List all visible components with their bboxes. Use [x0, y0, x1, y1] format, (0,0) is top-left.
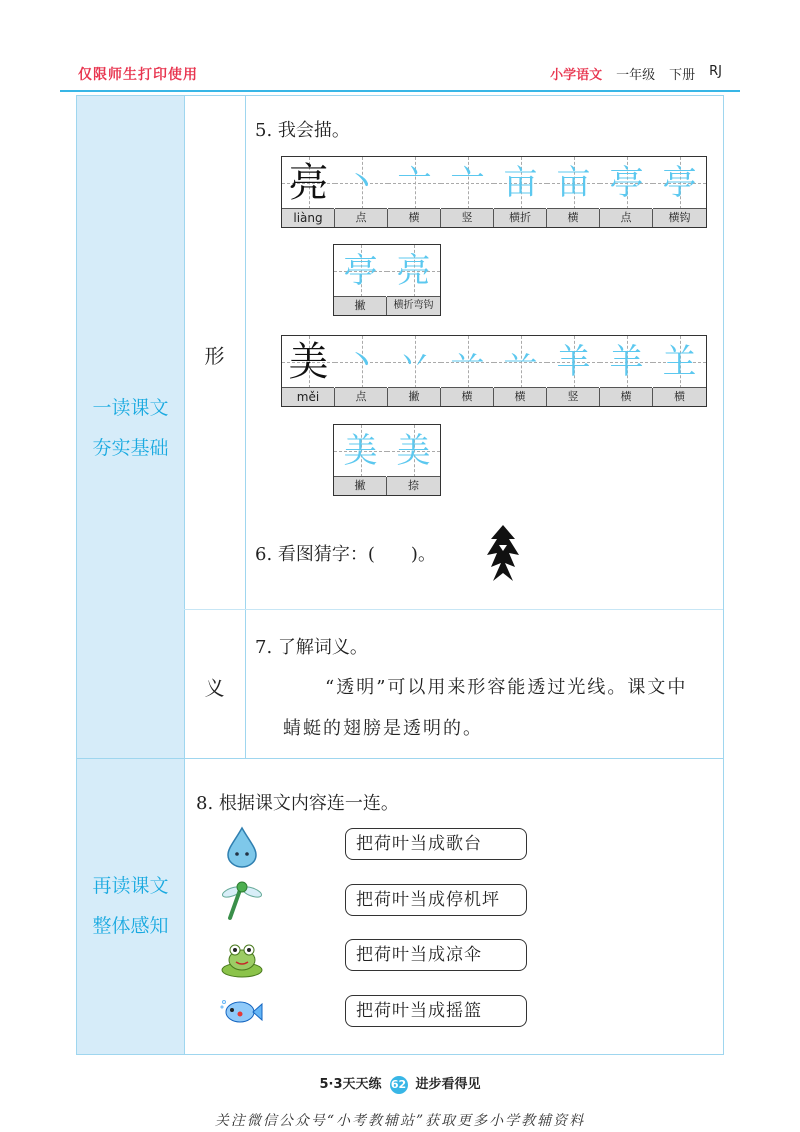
print-notice: 仅限师生打印使用: [78, 67, 198, 83]
header-divider: [60, 90, 740, 92]
stroke-name: 横钩: [653, 208, 706, 227]
form-label: 形: [204, 344, 225, 368]
stroke-name: 撇: [388, 387, 440, 406]
book-info: [550, 64, 722, 83]
question-8-title: 8. 根据课文内容连一连。: [196, 793, 399, 814]
row-divider: [184, 758, 723, 759]
footer-right: 进步看得见: [415, 1077, 481, 1092]
stroke-name: 横: [441, 387, 493, 406]
model-char: 亮: [288, 160, 329, 206]
section-divider: [77, 758, 184, 759]
section-read-1-line2: 夯实基础: [92, 437, 169, 459]
char-cell: [282, 336, 335, 406]
row-divider: [184, 609, 723, 610]
section-column: [77, 96, 185, 1054]
match-option-3[interactable]: 把荷叶当成凉伞: [345, 939, 527, 971]
ancient-character-icon: [483, 523, 523, 583]
meaning-label: 义: [204, 676, 225, 700]
trace-cell[interactable]: 𦍌 横: [653, 336, 706, 406]
trace-cell[interactable]: 亭 横钩: [653, 157, 706, 227]
match-option-1[interactable]: 把荷叶当成歌台: [345, 828, 527, 860]
meaning-text-line2: 蜻蜓的翅膀是透明的。: [283, 718, 483, 739]
subsection-divider: [245, 96, 246, 758]
stroke-name: 横: [547, 208, 599, 227]
page-number: 62: [390, 1076, 408, 1094]
trace-cell[interactable]: 美 捺: [387, 425, 440, 495]
water-drop-icon[interactable]: [220, 824, 264, 868]
trace-cell[interactable]: 丶 点: [335, 336, 388, 406]
question-7-title: 7. 了解词义。: [255, 637, 368, 658]
stroke-grid-liang-row1: [281, 156, 707, 228]
trace-cell[interactable]: 美 撇: [334, 425, 387, 495]
frog-icon[interactable]: [220, 936, 264, 980]
char-cell: [282, 157, 335, 227]
pinyin-label: měi: [282, 387, 334, 406]
subject-label: 小学语文: [550, 68, 603, 83]
trace-cell[interactable]: 亭 撇: [334, 245, 387, 315]
trace-cell[interactable]: 亭 点: [600, 157, 653, 227]
trace-cell[interactable]: 亠 竖: [441, 157, 494, 227]
stroke-name: 捺: [387, 476, 440, 495]
section-read-2-line1: 再读课文: [92, 875, 169, 897]
stroke-name: 横: [653, 387, 706, 406]
stroke-name: 点: [335, 208, 387, 227]
stroke-name: 撇: [334, 476, 386, 495]
stroke-grid-mei-row2: [333, 424, 441, 496]
volume-label: 下册: [669, 68, 696, 83]
promo-note: 关注微信公众号“小考教辅站”获取更多小学教辅资料: [214, 1113, 586, 1129]
page-footer: [0, 1073, 800, 1094]
trace-cell[interactable]: 亩 横: [547, 157, 600, 227]
trace-cell[interactable]: 䒑 横: [494, 336, 547, 406]
fish-icon[interactable]: [220, 990, 264, 1034]
stroke-name: 点: [600, 208, 652, 227]
footer-left: 5·3天天练: [319, 1077, 382, 1092]
stroke-name: 横折: [494, 208, 546, 227]
stroke-name: 横: [388, 208, 440, 227]
stroke-name: 竖: [441, 208, 493, 227]
stroke-name: 撇: [334, 296, 386, 315]
pinyin-label: liàng: [282, 208, 334, 227]
stroke-name: 点: [335, 387, 387, 406]
trace-cell[interactable]: 亠 横: [388, 157, 441, 227]
edition-label: RJ: [709, 64, 722, 79]
question-5-title: 5. 我会描。: [255, 120, 350, 141]
meaning-text-line1: “透明”可以用来形容能透过光线。课文中: [325, 677, 688, 698]
trace-cell[interactable]: 羊 横: [600, 336, 653, 406]
trace-cell[interactable]: 丶 点: [335, 157, 388, 227]
stroke-name: 横: [494, 387, 546, 406]
grade-label: 一年级: [616, 68, 656, 83]
section-read-2-line2: 整体感知: [92, 915, 169, 937]
stroke-name: 横: [600, 387, 652, 406]
dragonfly-icon[interactable]: [220, 878, 264, 922]
question-6-title: 6. 看图猜字：( )。: [255, 544, 436, 565]
stroke-name: 竖: [547, 387, 599, 406]
model-char: 美: [288, 339, 329, 385]
stroke-name: 横折弯钩: [387, 296, 440, 315]
match-option-4[interactable]: 把荷叶当成摇篮: [345, 995, 527, 1027]
stroke-grid-mei-row1: [281, 335, 707, 407]
trace-cell[interactable]: 亩 横折: [494, 157, 547, 227]
trace-cell[interactable]: 䒑 横: [441, 336, 494, 406]
stroke-grid-liang-row2: [333, 244, 441, 316]
match-option-2[interactable]: 把荷叶当成停机坪: [345, 884, 527, 916]
trace-cell[interactable]: 丷 撇: [388, 336, 441, 406]
trace-cell[interactable]: 亮 横折弯钩: [387, 245, 440, 315]
trace-cell[interactable]: 羊 竖: [547, 336, 600, 406]
section-read-1-line1: 一读课文: [92, 397, 169, 419]
